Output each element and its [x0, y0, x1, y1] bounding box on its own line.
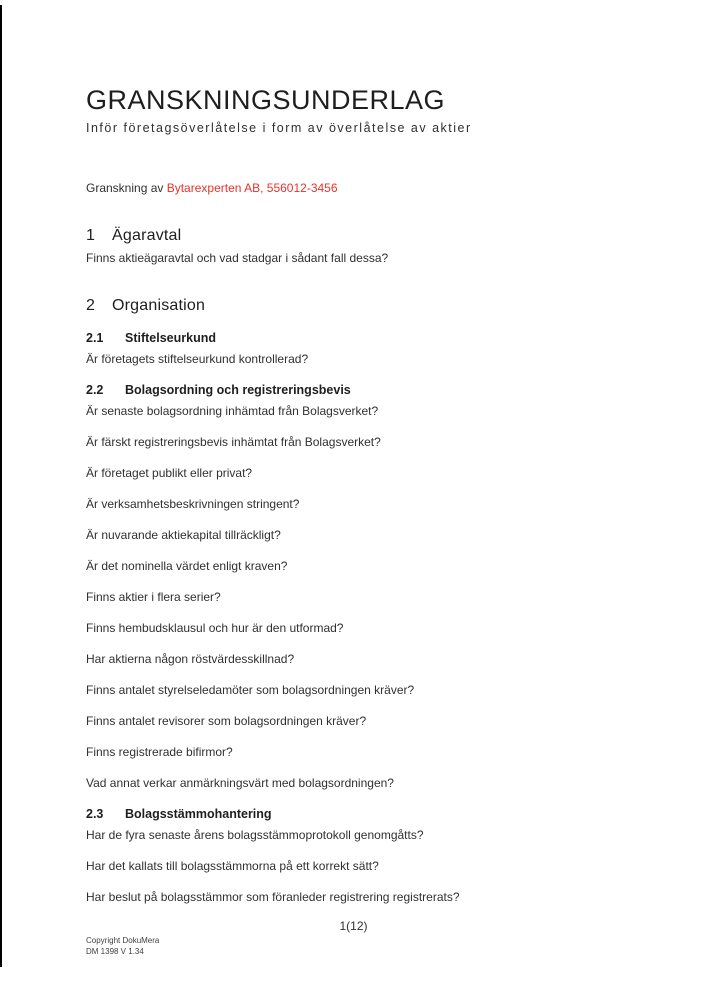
question-line: Är företaget publikt eller privat?: [86, 466, 253, 480]
question-line: Har det kallats till bolagsstämmorna på ett korrekt sätt?: [86, 859, 379, 873]
section-number: 2.1: [86, 331, 104, 345]
question-line: Är det nominella värdet enligt kraven?: [86, 559, 288, 573]
section-title: Stiftelseurkund: [125, 331, 216, 345]
section-heading-2-2: [86, 383, 621, 398]
section-title: Organisation: [112, 297, 206, 314]
question-line: Har de fyra senaste årens bolagsstämmoprotokoll genomgåtts?: [86, 828, 424, 842]
question-line: Finns aktieägaravtal och vad stadgar i sådant fall dessa?: [86, 251, 389, 265]
review-subject: Bytarexperten AB, 556012-3456: [166, 181, 338, 195]
question-line: Är verksamhetsbeskrivningen stringent?: [86, 497, 300, 511]
section-heading-2-1: [86, 331, 621, 346]
section-heading-1: [86, 226, 621, 245]
section-title: Bolagsstämmohantering: [125, 807, 272, 821]
question-line: Finns antalet styrelseledamöter som bolagsordningen kräver?: [86, 683, 415, 697]
question-line: Är företagets stiftelseurkund kontrollerad?: [86, 352, 309, 366]
question-line: Är färskt registreringsbevis inhämtat från Bolagsverket?: [86, 435, 381, 449]
page-edge-line: [0, 5, 2, 967]
question-line: Finns antalet revisorer som bolagsordningen kräver?: [86, 714, 367, 728]
document-subtitle: Inför företagsöverlåtelse i form av överlåtelse av aktier: [86, 121, 472, 135]
question-line: Vad annat verkar anmärkningsvärt med bolagsordningen?: [86, 776, 394, 790]
question-line: Har beslut på bolagsstämmor som föranleder registrering registrerats?: [86, 890, 460, 904]
document-content: [86, 85, 621, 905]
section-number: 2.2: [86, 383, 104, 397]
review-line: [86, 181, 621, 196]
section-heading-2-3: [86, 807, 621, 822]
section-title: Ägaravtal: [112, 227, 182, 244]
review-prefix: Granskning av: [86, 181, 167, 195]
section-number: 2.3: [86, 807, 104, 821]
question-line: Finns registrerade bifirmor?: [86, 745, 233, 759]
question-line: Är senaste bolagsordning inhämtad från Bolagsverket?: [86, 404, 379, 418]
question-line: Finns aktier i flera serier?: [86, 590, 221, 604]
section-number: 1: [86, 227, 96, 244]
document-title: GRANSKNINGSUNDERLAG: [86, 85, 446, 115]
question-line: Har aktierna någon röstvärdesskillnad?: [86, 652, 295, 666]
section-heading-2: [86, 296, 621, 315]
page-number: 1(12): [339, 919, 368, 933]
question-line: Är nuvarande aktiekapital tillräckligt?: [86, 528, 281, 542]
copyright-block: [86, 936, 159, 957]
copyright-line-1: Copyright DokuMera: [86, 936, 160, 945]
copyright-line-2: DM 1398 V 1.34: [86, 946, 144, 956]
question-line: Finns hembudsklausul och hur är den utformad?: [86, 621, 344, 635]
section-number: 2: [86, 297, 96, 314]
section-title: Bolagsordning och registreringsbevis: [125, 383, 351, 397]
